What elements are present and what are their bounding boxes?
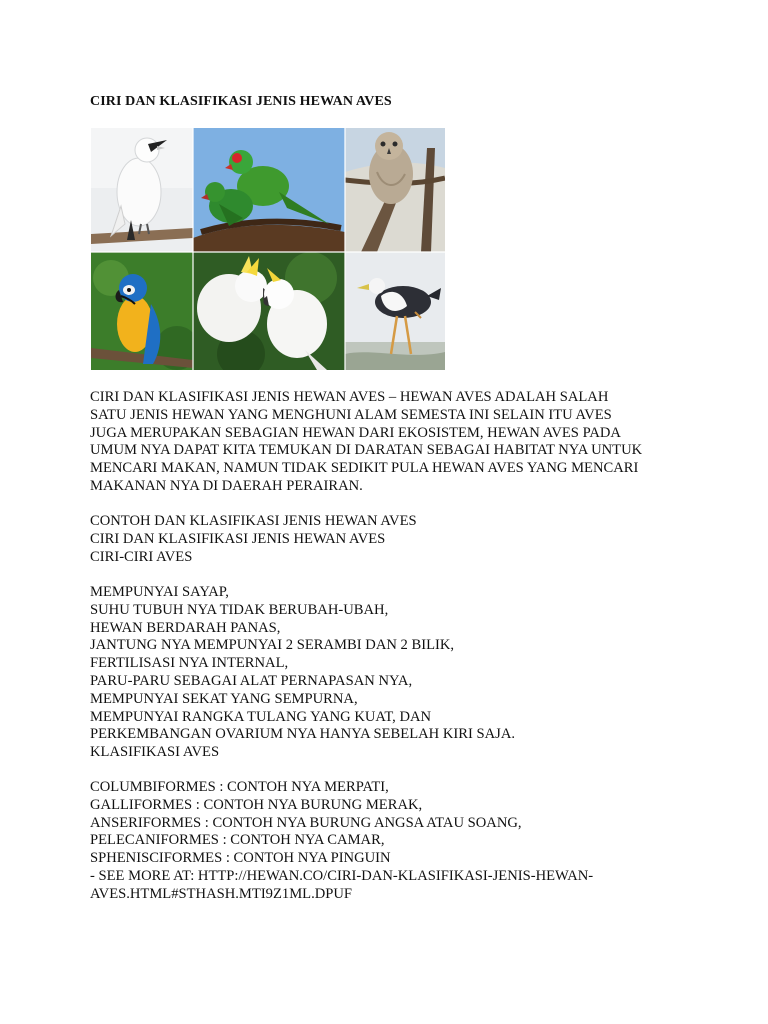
- intro-paragraph: [90, 389, 642, 496]
- trait-line: MEMPUNYAI SAYAP,: [90, 584, 229, 600]
- intro-line: MENCARI MAKAN, NAMUN TIDAK SEDIKIT PULA HEWAN AVES YANG MENCARI: [90, 460, 639, 477]
- trait-line: HEWAN BERDARAH PANAS,: [90, 619, 281, 636]
- document-title: CIRI DAN KLASIFIKASI JENIS HEWAN AVES: [90, 94, 392, 109]
- subheading-line: CIRI-CIRI AVES: [90, 548, 193, 565]
- white-cockatoos-photo: [193, 252, 345, 370]
- trait-line: SUHU TUBUH NYA TIDAK BERUBAH-UBAH,: [90, 601, 389, 618]
- intro-line: UMUM NYA DAPAT KITA TEMUKAN DI DARATAN SEBAGAI HABITAT NYA UNTUK: [90, 442, 643, 459]
- source-link-continued[interactable]: AVES.HTML#STHASH.MTI9Z1ML.DPUF: [90, 885, 353, 902]
- intro-line: CIRI DAN KLASIFIKASI JENIS HEWAN AVES – HEWAN AVES ADALAH SALAH: [90, 389, 609, 405]
- white-starling-photo: [91, 128, 193, 252]
- class-line: SPHENISCIFORMES : CONTOH NYA PINGUIN: [90, 850, 391, 867]
- trait-line: JANTUNG NYA MEMPUNYAI 2 SERAMBI DAN 2 BILIK,: [90, 637, 455, 654]
- blue-yellow-macaw-photo: [91, 252, 199, 370]
- source-link[interactable]: - SEE MORE AT: HTTP://HEWAN.CO/CIRI-DAN-KLASIFIKASI-JENIS-HEWAN-: [90, 867, 594, 884]
- green-parrots-photo: [193, 128, 345, 252]
- trait-line: MEMPUNYAI RANGKA TULANG YANG KUAT, DAN: [90, 708, 432, 725]
- intro-line: SATU JENIS HEWAN YANG MENGHUNI ALAM SEMESTA INI SELAIN ITU AVES: [90, 406, 612, 423]
- class-line: PELECANIFORMES : CONTOH NYA CAMAR,: [90, 832, 385, 849]
- trait-line: MEMPUNYAI SEKAT YANG SEMPURNA,: [90, 690, 358, 707]
- owl-on-branch-photo: [345, 128, 445, 252]
- intro-line: MAKANAN NYA DI DAERAH PERAIRAN.: [90, 477, 363, 494]
- bird-photo-collage: [91, 128, 445, 370]
- subheading-line: CONTOH DAN KLASIFIKASI JENIS HEWAN AVES: [90, 513, 417, 529]
- subheading-list: [90, 513, 417, 566]
- traits-list: [90, 584, 515, 762]
- class-line: COLUMBIFORMES : CONTOH NYA MERPATI,: [90, 779, 389, 795]
- class-line: ANSERIFORMES : CONTOH NYA BURUNG ANGSA ATAU SOANG,: [90, 814, 522, 831]
- classification-list: [90, 779, 593, 904]
- waterhen-photo: [345, 252, 445, 370]
- subheading-line: CIRI DAN KLASIFIKASI JENIS HEWAN AVES: [90, 530, 386, 547]
- trait-line: PERKEMBANGAN OVARIUM NYA HANYA SEBELAH KIRI SAJA.: [90, 726, 516, 743]
- trait-line: PARU-PARU SEBAGAI ALAT PERNAPASAN NYA,: [90, 672, 413, 689]
- trait-line: FERTILISASI NYA INTERNAL,: [90, 655, 289, 672]
- class-line: GALLIFORMES : CONTOH NYA BURUNG MERAK,: [90, 796, 423, 813]
- section-heading-klasifikasi: KLASIFIKASI AVES: [90, 744, 220, 761]
- intro-line: JUGA MERUPAKAN SEBAGIAN HEWAN DARI EKOSISTEM, HEWAN AVES PADA: [90, 424, 621, 441]
